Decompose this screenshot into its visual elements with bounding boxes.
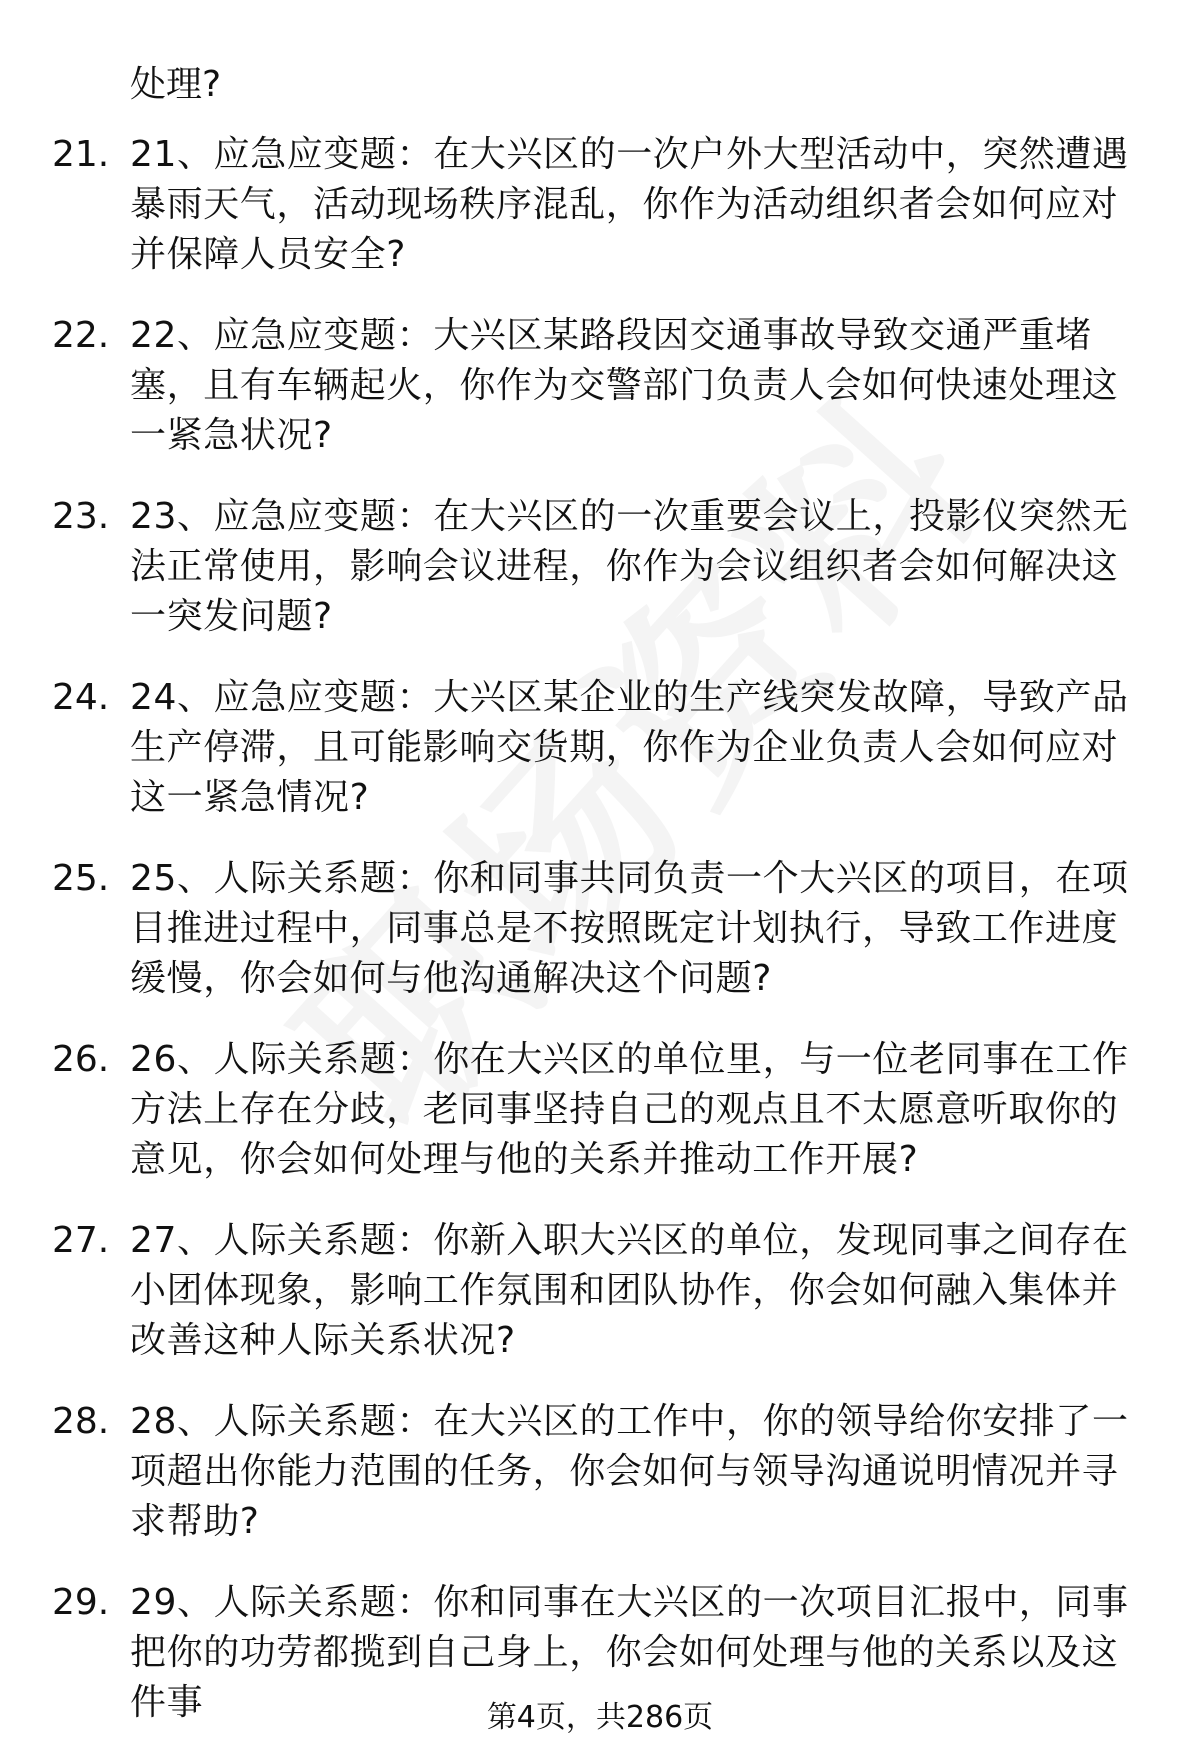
list-item (0, 130, 1200, 280)
list-item (0, 1397, 1200, 1547)
question-text: 26、人际关系题：你在大兴区的单位里，与一位老同事在工作方法上存在分歧，老同事坚持自己的观点且不太愿意听取你的意见，你会如何处理与他的关系并推动工作开展? (130, 1039, 1129, 1180)
list-number: 27. (52, 1220, 110, 1261)
list-item (0, 311, 1200, 461)
question-text: 25、人际关系题：你和同事共同负责一个大兴区的项目，在项目推进过程中，同事总是不按照既定计划执行，导致工作进度缓慢，你会如何与他沟通解决这个问题? (130, 858, 1129, 999)
list-number: 21. (52, 134, 110, 175)
list-item (0, 492, 1200, 642)
list-number: 25. (52, 858, 110, 899)
list-number: 22. (52, 315, 110, 356)
list-number: 23. (52, 496, 110, 537)
question-text: 21、应急应变题：在大兴区的一次户外大型活动中，突然遭遇暴雨天气，活动现场秩序混乱，你作为活动组织者会如何应对并保障人员安全? (130, 134, 1129, 275)
question-text: 22、应急应变题：大兴区某路段因交通事故导致交通严重堵塞，且有车辆起火，你作为交警部门负责人会如何快速处理这一紧急状况? (130, 315, 1119, 456)
list-number: 28. (52, 1401, 110, 1442)
list-number: 29. (52, 1582, 110, 1623)
question-text: 23、应急应变题：在大兴区的一次重要会议上，投影仪突然无法正常使用，影响会议进程，你作为会议组织者会如何解决这一突发问题? (130, 496, 1129, 637)
question-list (0, 130, 1200, 1759)
list-item (0, 854, 1200, 1004)
page-footer: 第4页，共286页 (486, 1700, 714, 1735)
question-text: 24、应急应变题：大兴区某企业的生产线突发故障，导致产品生产停滞，且可能影响交货期，你作为企业负责人会如何应对这一紧急情况? (130, 677, 1129, 818)
list-number: 26. (52, 1039, 110, 1080)
list-item (0, 673, 1200, 823)
list-number: 24. (52, 677, 110, 718)
question-text: 29、人际关系题：你和同事在大兴区的一次项目汇报中，同事把你的功劳都揽到自己身上，你会如何处理与他的关系以及这件事 (130, 1582, 1129, 1723)
continuation-text: 处理? (130, 64, 222, 105)
question-text: 27、人际关系题：你新入职大兴区的单位，发现同事之间存在小团体现象，影响工作氛围和团队协作，你会如何融入集体并改善这种人际关系状况? (130, 1220, 1129, 1361)
question-text: 28、人际关系题：在大兴区的工作中，你的领导给你安排了一项超出你能力范围的任务，你会如何与领导沟通说明情况并寻求帮助? (130, 1401, 1129, 1542)
list-item (0, 1216, 1200, 1366)
list-item (0, 1035, 1200, 1185)
